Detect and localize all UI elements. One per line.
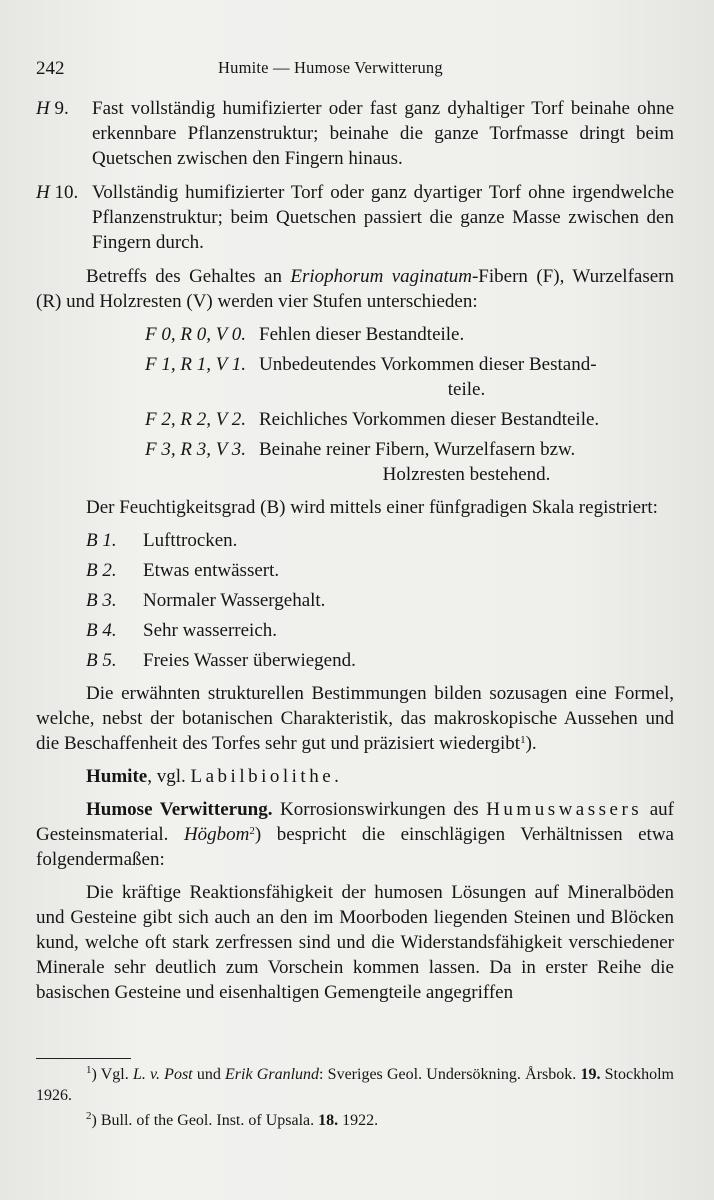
author-name: Högbom: [183, 824, 250, 845]
entry-humose-verwitterung: Humose Verwitterung. Korrosionswirkungen des Humuswassers auf Gesteinsmaterial. Högbom$^2$) bespricht die einschlägigen Verhältnissen etwa folgendermaßen:: [36, 799, 675, 870]
moisture-stage-text: Etwas entwässert.: [143, 560, 280, 581]
summary-paragraph: Die erwähnten strukturellen Bestimmungen bilden sozusagen eine Formel, welche, nebst der botanischen Charakteristik, das makroskopische Aussehen und die Beschaffenheit des Torfes sehr gut und präzisiert wiedergibt$^1$).: [36, 683, 674, 754]
footnote-divider: [36, 1058, 131, 1059]
footnote-1: $^1$) Vgl. L. v. Post und Erik Granlund: Sveriges Geol. Undersökning. Årsbok. 19. Stockholm 1926.: [36, 1064, 674, 1104]
moisture-stage-code: B 5.: [86, 650, 117, 671]
fiber-stage-2: [36, 407, 674, 432]
moisture-stage-text: Sehr wasserreich.: [143, 620, 278, 641]
footnotes: [36, 1064, 674, 1135]
cross-reference: Labilbiolithe: [190, 766, 335, 787]
fiber-stage-text: Beinahe reiner Fibern, Wurzelfasern bzw.: [259, 439, 576, 460]
fiber-stage-code: F 1, R 1, V 1.: [145, 354, 246, 375]
page-body: [36, 96, 674, 1013]
page-header: [36, 58, 678, 82]
moisture-stage-code: B 2.: [86, 560, 117, 581]
fibers-intro: Betreffs des Gehaltes an Eriophorum vaginatum-Fibern (F), Wurzelfasern (R) und Holzresten (V) werden vier Stufen unterschieden:: [36, 266, 674, 312]
stage-code: H 10.: [36, 182, 79, 203]
fiber-stage-text: Fehlen dieser Bestandteile.: [259, 324, 465, 345]
fiber-stage-0: [36, 322, 674, 347]
stage-code: H 9.: [36, 98, 69, 119]
footnote-ref-2[interactable]: 2: [249, 825, 255, 837]
fiber-stage-code: F 0, R 0, V 0.: [145, 324, 246, 345]
footnote-volume: 19.: [580, 1066, 601, 1083]
fiber-stage-code: F 2, R 2, V 2.: [145, 409, 246, 430]
entry-humite: Humite, vgl. Labilbiolithe.: [86, 766, 339, 787]
moisture-stage-text: Lufttrocken.: [143, 530, 238, 551]
stage-description: Vollständig humifizierter Torf oder ganz dyartiger Torf ohne irgendwelche Pflanzenstruktur; beim Quetschen passiert die ganze Masse zwischen den Fingern durch.: [92, 182, 674, 253]
moisture-stage-code: B 4.: [86, 620, 117, 641]
running-head: Humite — Humose Verwitterung: [218, 58, 443, 77]
fiber-stage-text-cont: teile.: [447, 379, 486, 400]
species-name: Eriophorum vaginatum: [290, 266, 472, 287]
fiber-stage-text: Unbedeutendes Vorkommen dieser Bestand-: [259, 354, 597, 375]
fiber-stage-text-cont: Holzresten bestehend.: [382, 464, 551, 485]
footnote-ref-1[interactable]: 1: [520, 734, 526, 746]
moisture-stage-text: Freies Wasser überwiegend.: [143, 650, 356, 671]
moisture-stage-2: [86, 558, 674, 583]
footnote-volume: 18.: [318, 1112, 339, 1129]
lemma-humite: Humite: [86, 766, 148, 787]
moisture-stage-5: [86, 648, 674, 673]
fiber-stage-3: [36, 437, 674, 487]
final-paragraph: Die kräftige Reaktionsfähigkeit der humosen Lösungen auf Mineralböden und Gesteine gibt sich auch an den im Moorboden liegenden Steinen und Blöcken kund, welche oft stark zerfressen sind und die Widerstandsfähigkeit verschiedener Minerale sehr deutlich zum Vorschein kommen lassen. Da in erster Reihe die basischen Gesteine und eisenhaltigen Gemengteile angegriffen: [36, 882, 674, 1003]
lemma-humose-verwitterung: Humose Verwitterung.: [86, 799, 273, 820]
footnote-author: L. v. Post: [132, 1066, 193, 1083]
moisture-stage-text: Normaler Wassergehalt.: [143, 590, 326, 611]
fiber-stage-text: Reichliches Vorkommen dieser Bestandteile.: [259, 409, 600, 430]
fiber-stage-code: F 3, R 3, V 3.: [145, 439, 246, 460]
stage-description: Fast vollständig humifizierter oder fast ganz dyhaltiger Torf beinahe ohne erkennbare Pflanzenstruktur; beinahe die ganze Torfmasse dringt beim Quetschen zwischen den Fingern hinaus.: [92, 98, 674, 169]
moisture-intro: Der Feuchtigkeitsgrad (B) wird mittels einer fünfgradigen Skala registriert:: [86, 497, 658, 518]
humification-stage-h10: [36, 180, 674, 255]
page-number: 242: [36, 58, 65, 79]
footnote-2: $^2$) Bull. of the Geol. Inst. of Upsala. 18. 1922.: [86, 1110, 379, 1129]
moisture-stage-4: [86, 618, 674, 643]
footnote-author: Erik Granlund: [225, 1066, 320, 1083]
fiber-stage-1: [36, 352, 674, 402]
spaced-term: Humuswassers: [486, 799, 643, 820]
moisture-stage-3: [86, 588, 674, 613]
moisture-stage-code: B 3.: [86, 590, 117, 611]
moisture-stage-code: B 1.: [86, 530, 117, 551]
moisture-stage-1: [86, 528, 674, 553]
humification-stage-h9: [36, 96, 674, 171]
